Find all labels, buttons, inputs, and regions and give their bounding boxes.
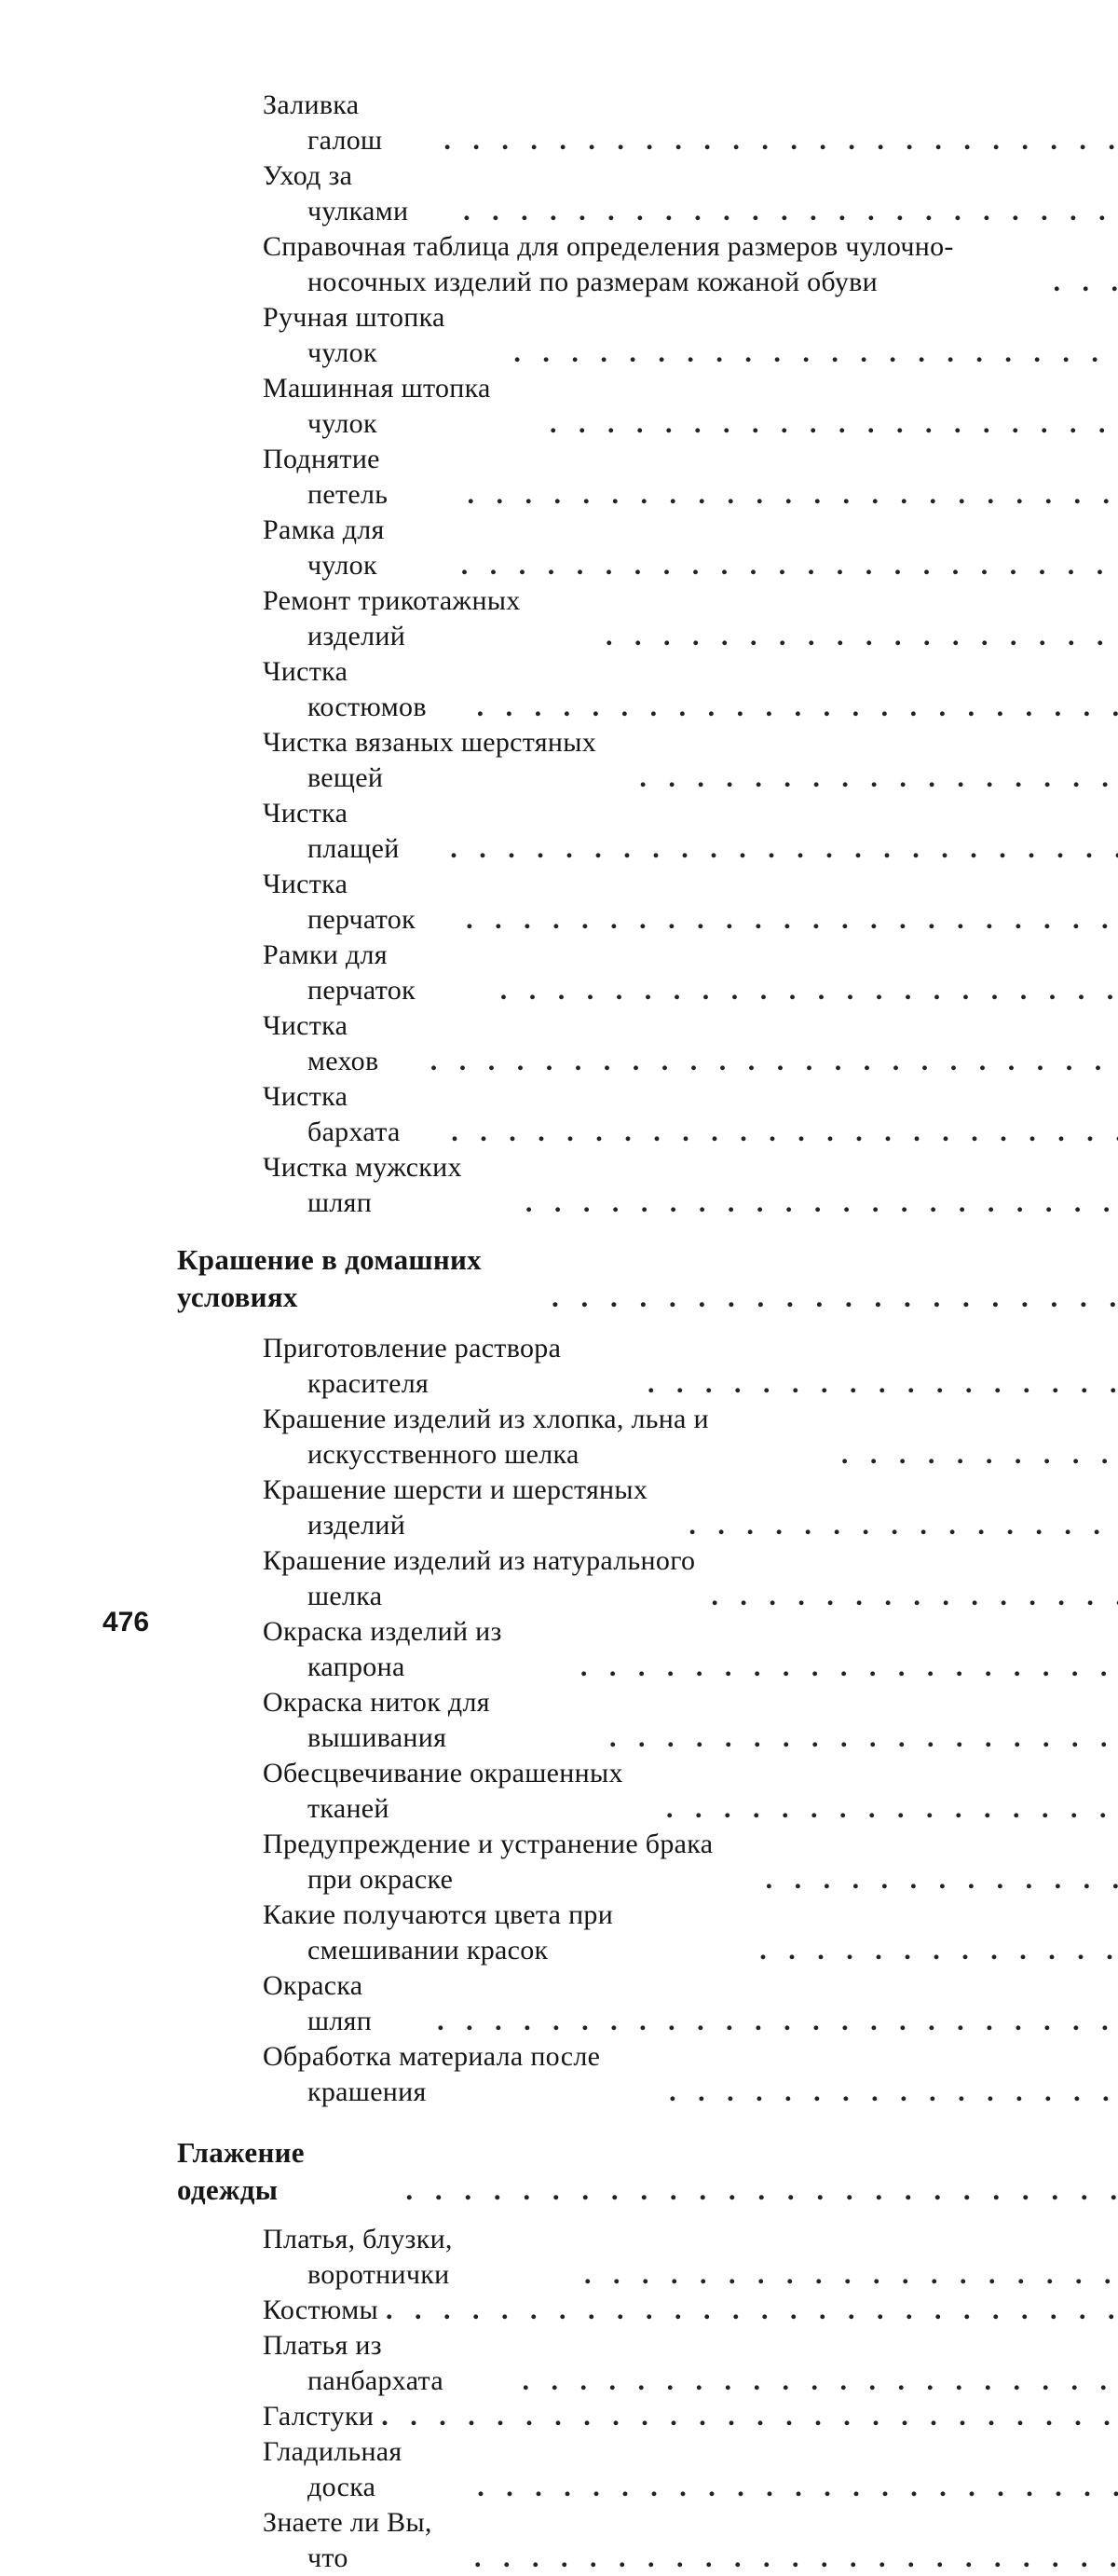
- toc-entry-title: Крашение шерсти и шерстяных изделий: [263, 1473, 681, 1543]
- toc-entry-title: Окраска изделий из капрона: [263, 1614, 573, 1685]
- dot-leader: . . . . . . . . . . . . . . . . . .: [598, 619, 1118, 654]
- toc-entry: [177, 1685, 935, 1756]
- toc-entry-title: Обесцвечивание окрашенных тканей: [263, 1756, 659, 1827]
- dot-leader: . . . . . . . . . . . . . . . . . . .: [544, 1279, 1118, 1316]
- dot-leader: . . . . . . . . . . . . . . . . . . . . . . .: [436, 123, 1118, 158]
- toc-entry: [177, 2328, 935, 2399]
- toc-entry: [177, 867, 935, 938]
- toc-entry-title: Гладильная доска: [263, 2434, 470, 2505]
- toc-entry: [177, 2293, 935, 2328]
- toc-entry-title: Знаете ли Вы, что: [263, 2505, 467, 2576]
- toc-section-heading: [177, 2134, 935, 2209]
- toc-entry: [177, 1827, 935, 1898]
- dot-leader: . . . . . . . . . . . . . . . . . . . . . . .: [443, 831, 1118, 867]
- toc-entry: [177, 1898, 935, 1968]
- toc-entry: [177, 725, 935, 796]
- toc-entry-title: Окраска ниток для вышивания: [263, 1685, 602, 1756]
- toc-entry: [177, 2434, 935, 2505]
- toc-entry: [177, 1008, 935, 1079]
- toc-entry: [177, 2399, 935, 2434]
- dot-leader: . . . . . . . . . . . . . . . . . . .: [577, 2257, 1118, 2293]
- book-page: [0, 0, 1118, 1737]
- dot-leader: . . . . . . . . . . . . . . . . . . . . .: [514, 2364, 1118, 2399]
- toc-entry-title: Чистка мужских шляп: [263, 1150, 518, 1221]
- table-of-contents: [177, 88, 935, 2576]
- toc-section-heading: [177, 1241, 935, 1316]
- dot-leader: . . . . . . . . . . . . . . . . . . . . . . . . .: [378, 2293, 1118, 2328]
- dot-leader: . . . . . . . . . . . . . . . . . . . . . . . .: [423, 1044, 1118, 1079]
- toc-entry: [177, 1473, 935, 1543]
- toc-entry: [177, 442, 935, 513]
- toc-entry-title: Крашение изделий из хлопка, льна и искусственного шелка: [263, 1402, 834, 1473]
- toc-entry-title: Машинная штопка чулок: [263, 371, 542, 442]
- toc-entry: [177, 1968, 935, 2039]
- dot-leader: . . . . . . . . . . . . . . . . . . . . .: [518, 1185, 1118, 1221]
- toc-entry-title: Предупреждение и устранение брака при окраске: [263, 1827, 758, 1898]
- toc-entry-title: Чистка мехов: [263, 1008, 423, 1079]
- toc-entry: [177, 2505, 935, 2576]
- toc-entry: [177, 1331, 935, 1402]
- toc-entry-title: Какие получаются цвета при смешивании красок: [263, 1898, 752, 1968]
- dot-leader: . . . . . . . . . . . . . . . . . . . . . . .: [458, 902, 1118, 938]
- toc-entry-title: Платья из панбархата: [263, 2328, 514, 2399]
- dot-leader: . . . . . . . . . . . . . . . . . . . . . . . . . .: [374, 2399, 1118, 2434]
- dot-leader: . . . . . . . . . . . . . . . . . .: [602, 1720, 1118, 1756]
- dot-leader: . . . . . . . . . . . . . . . .: [640, 1366, 1118, 1402]
- toc-entry: [177, 1543, 935, 1614]
- toc-group-dyeing: [177, 1331, 935, 2110]
- dot-leader: . . . . . . . . . . . . . . . . . . . . . . .: [454, 548, 1118, 583]
- toc-entry-title: Галстуки: [263, 2399, 374, 2434]
- toc-entry-title: Чистка вязаных шерстяных вещей: [263, 725, 632, 796]
- dot-leader: . . . . . . . . . . . . . . . .: [659, 1791, 1118, 1827]
- toc-entry-title: Чистка бархата: [263, 1079, 443, 1150]
- dot-leader: . . . . . . . . . . . . . . . . . . . . . .: [470, 690, 1118, 725]
- dot-leader: . . . . . . . . . . . .: [758, 1862, 1118, 1898]
- toc-entry-title: Заливка галош: [263, 88, 436, 158]
- toc-entry: [177, 938, 935, 1008]
- section-title: Крашение в домашних условиях: [177, 1241, 544, 1316]
- toc-entry: [177, 654, 935, 725]
- toc-group-ironing: [177, 2222, 935, 2576]
- toc-entry: [177, 796, 935, 867]
- toc-entry: [177, 229, 935, 300]
- page-number: 476: [102, 1607, 149, 1638]
- toc-entry: [177, 583, 935, 654]
- dot-leader: . . . . . . . . . . . . . . . . . . . . . .: [467, 2541, 1118, 2576]
- toc-entry-title: Приготовление раствора красителя: [263, 1331, 640, 1402]
- dot-leader: . . . . . . . . . . . . . . . . . . . .: [542, 406, 1118, 442]
- toc-entry: [177, 2039, 935, 2110]
- toc-group-cleaning: [177, 88, 935, 1221]
- dot-leader: . . . . . . . . . . . .: [752, 1933, 1118, 1968]
- toc-entry-title: Платья, блузки, воротнички: [263, 2222, 577, 2293]
- dot-leader: . . . . . . . . . . . . . . . . . . . . . . .: [456, 194, 1118, 229]
- toc-entry-title: Обработка материала после крашения: [263, 2039, 661, 2110]
- toc-entry-title: Чистка плащей: [263, 796, 443, 867]
- toc-entry-title: Окраска шляп: [263, 1968, 429, 2039]
- toc-entry: [177, 371, 935, 442]
- dot-leader: . .: [1046, 265, 1118, 300]
- toc-entry: [177, 158, 935, 229]
- dot-leader: . . . . . . . . . . . . . . . . . . . . . . .: [460, 477, 1118, 513]
- toc-entry: [177, 1150, 935, 1221]
- toc-entry-title: Чистка костюмов: [263, 654, 470, 725]
- toc-entry-title: Чистка перчаток: [263, 867, 458, 938]
- dot-leader: . . . . . . . . . . . . . . . . . . . . . . .: [443, 1115, 1118, 1150]
- dot-leader: . . . . . . . . . . . . . . . . . . .: [573, 1650, 1118, 1685]
- toc-entry: [177, 1079, 935, 1150]
- section-title: Глажение одежды: [177, 2134, 398, 2209]
- dot-leader: . . . . . . . . . . . . . . . .: [661, 2075, 1118, 2110]
- dot-leader: . . . . . . . . . . . . . . . . . . . . .: [506, 336, 1118, 371]
- toc-entry-title: Рамка для чулок: [263, 513, 454, 583]
- dot-leader: . . . . . . . . . . . . . . . . . . . . . . . .: [398, 2172, 1118, 2209]
- toc-entry-title: Костюмы: [263, 2293, 378, 2328]
- toc-entry: [177, 1756, 935, 1827]
- toc-entry-title: Уход за чулками: [263, 158, 456, 229]
- dot-leader: . . . . . . . . . . . . . . . . . . . . . . . .: [429, 2004, 1118, 2039]
- dot-leader: . . . . . . . . . . . . . . . . . . . . . .: [470, 2470, 1118, 2505]
- toc-entry: [177, 1402, 935, 1473]
- toc-entry-title: Крашение изделий из натурального шелка: [263, 1543, 703, 1614]
- dot-leader: . . . . . . . . . . . . . .: [703, 1579, 1118, 1614]
- dot-leader: . . . . . . . . . . . . . . . . . . . . .: [493, 973, 1118, 1008]
- toc-entry: [177, 88, 935, 158]
- toc-entry-title: Ремонт трикотажных изделий: [263, 583, 598, 654]
- toc-entry-title: Ручная штопка чулок: [263, 300, 506, 371]
- toc-entry: [177, 300, 935, 371]
- toc-entry: [177, 1614, 935, 1685]
- dot-leader: . . . . . . . . . . . . . . . . .: [632, 760, 1118, 796]
- toc-entry-title: Справочная таблица для определения размеров чулочно-носочных изделий по размерам кожаной обуви: [263, 229, 1046, 300]
- dot-leader: . . . . . . . . . .: [834, 1437, 1118, 1473]
- toc-entry: [177, 2222, 935, 2293]
- toc-entry-title: Рамки для перчаток: [263, 938, 493, 1008]
- toc-entry: [177, 513, 935, 583]
- toc-entry-title: Поднятие петель: [263, 442, 460, 513]
- dot-leader: . . . . . . . . . . . . . . .: [681, 1508, 1118, 1543]
